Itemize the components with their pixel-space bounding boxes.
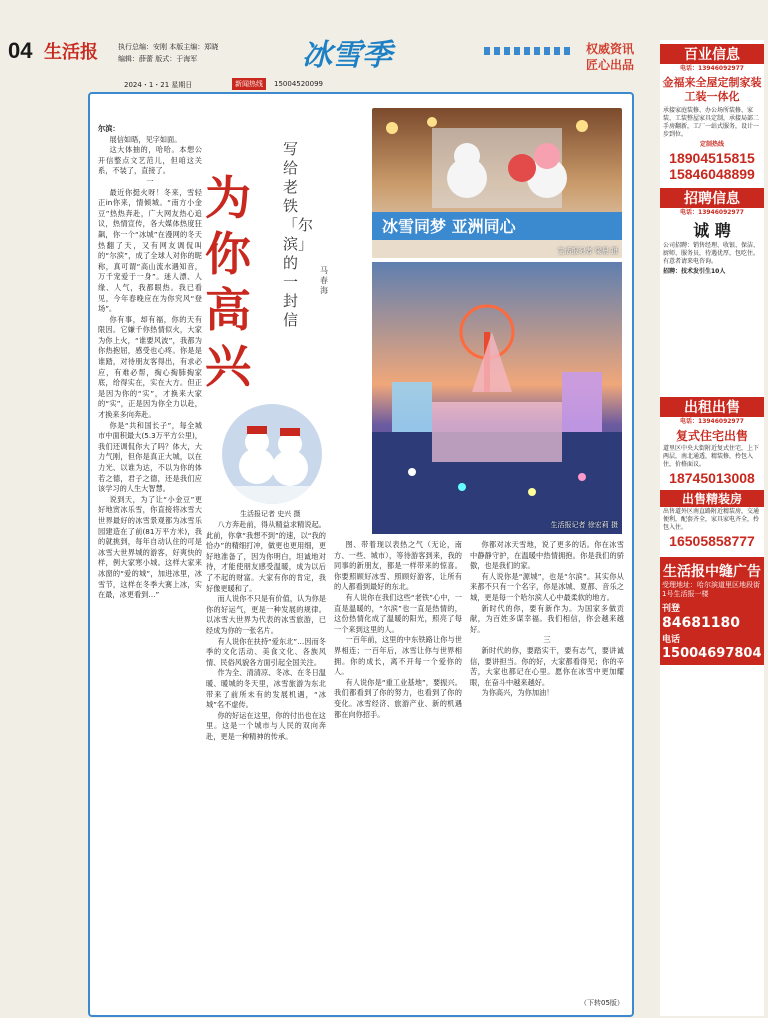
photo-ice-city [372, 262, 622, 534]
rent-title: 复式住宅出售 [675, 429, 748, 443]
big-ad-tel-row [662, 631, 762, 661]
paragraph: 你有事，却有福，你的天有限因。它嫌千你热情似火，大家为你上火，“谁要风波”，我都为你热抱屈，感受也心疼。你是是谁踏，对待朋友客得出，有求必应，有难必帮，掏心掏肺掏家底，给得实在，实在大方。但正是因为你的“实”，才换来大家的“实”，正是因为你全力以赴，才换来多向奔赴。 [98, 314, 202, 420]
big-ad-address: 受理地址：哈尔滨道里区地段街1号生活报一楼 [662, 581, 760, 598]
rent-phone: 18745013008 [669, 470, 755, 486]
ad-text: 承接家庭装修、办公场所装修、家装、工装整屋家具定制，承接局部二手房翻新，工厂一站式服务，设计一步到位。 [663, 107, 760, 138]
paragraph: 这大体抽的，哈哈。本想公开信整点文艺范儿，但咱这关系，不装了，直接了。 [98, 145, 202, 176]
article-column-2 [206, 520, 326, 1010]
article-column-3 [334, 540, 462, 1010]
section-phone: 电话：13946092977 [680, 209, 744, 216]
slogan-line-2: 匠心出品 [586, 58, 635, 72]
section-marker: 三 [543, 635, 551, 645]
big-ad-title: 生活报中缝广告 [663, 564, 761, 580]
paper-name: 生活报 [44, 42, 98, 63]
section-head: 招聘信息 [660, 188, 764, 208]
paragraph: 图、带着现以表热之气（无论，南方、一些、城市），等待游客到来，我的同事的新朋友，都是一样带来的惊喜。你要照顾好冰雪、照顾好游客，让所有的人都看到最好的东北。 [334, 540, 462, 592]
staff-line-2: 编辑：薛蕾 版式：于海军 [118, 55, 198, 63]
section-phone: 电话：13946092977 [680, 65, 744, 72]
recruit-title: 诚 聘 [693, 221, 731, 240]
tel-label: 电话 [662, 635, 681, 645]
paragraph: 新时代的你，要踏实干，要有志气，要讲诚信，要讲担当。你的好，大家都看得见；你的辛苦，大家也都记在心里。愿你在冰雪中更加耀眼，在奋斗中越来越好。 [470, 645, 624, 687]
paragraph: 最近你挺火呀！冬来，雪轻正in你来，情倾城。“南方小金豆”热热奔赴，广大网友热心追议，热情宣传，各大媒体热度狂飙，你一个“冰城”在漫网的冬天热翻了天，又有网友调侃叫的“尔滨”，成了全球人对你的昵称，真可谓“高山流水遇知音，万千宠爱于一身”。迷人漂、人缘、人气，我都眼热。我已看见，今年春晚应在为你究风“登场”。 [98, 187, 202, 314]
photo-caption: 生活报记者 徐宏莉 摄 [550, 521, 618, 529]
article-author: 马春海 [320, 266, 328, 295]
rent-text: 道里区中央大街附近复式住宅，上下两层，南北通透，精装修，拎包入住，价格面议。 [663, 445, 760, 468]
paragraph: 你的好运在这里，你的付出也在这里。这是一个城市与人民的双向奔赴，更是一种精神的传承。 [206, 710, 326, 741]
paragraph: 新时代的你，要有新作为。为国家多做贡献，为百姓多谋幸福。我们相信，你会越来越好。 [470, 603, 624, 634]
big-ad [660, 557, 764, 665]
sale-phone: 16505858777 [669, 533, 755, 549]
classified-sidebar [660, 40, 764, 1016]
paragraph: 一百年前，这里的中东铁路让你与世界相连；一百年后，冰雪让你与世界相拥。你的成长，离不开每一个爱你的人。 [334, 635, 462, 677]
date: 2024・1・21 星期日 [124, 81, 193, 89]
salutation: 尔滨： [98, 124, 120, 133]
photo-mascots [372, 108, 622, 258]
section-marker: 一 [146, 176, 154, 186]
ad-phone: 18904515815 [669, 150, 755, 166]
photo-ice-city-image [372, 262, 622, 534]
article-column-1 [98, 124, 202, 924]
ad-title: 金福来全屋定制家装工装一体化 [662, 76, 762, 103]
recruit-phone: 招聘：技术发引生10人 [663, 268, 726, 275]
sale-text: 出售道外区南直路附近精装房，交通便利，配套齐全，家具家电齐全，拎包入住。 [663, 508, 760, 531]
staff-line-1: 执行总编：安刚 本版主编：郑晓 [118, 43, 219, 51]
photo-snowmen [222, 404, 322, 504]
section-head: 百业信息 [660, 44, 764, 64]
section-phone: 电话：13946092977 [680, 418, 744, 425]
hotline-number: 15004520099 [274, 80, 323, 88]
tel-label: 刊登 [662, 604, 681, 614]
paragraph: 有人说你是“源城”，也是“尔滨”。其实你从来都不只有一个名字，你是冰城、夏都、音乐之城，更是每一个哈尔滨人心中最柔软的地方。 [470, 571, 624, 602]
paragraph: 说到天，为了让“小金豆”更好地赏冰乐雪，你直接将冰雪大世界最好的冰雪景观都为冰雪乐园建造在了前(81万平方米)，我的就挑到，每年自动认住的可是冰雪大世界城的游客，好爽快的样，例大家寒小城。这样大家来冰窗的“爱的城”，加进冰里，冰雪节，这样在冬季大赛上冰，实在最，冰更看到…” [98, 494, 202, 600]
paragraph: 有人说你是“重工业基地”，要振兴。我们都看到了你的努力，也看到了你的变化。冰雪经济、旅游产业、新的机遇都在向你招手。 [334, 677, 462, 719]
decor-stripes [484, 44, 580, 58]
big-ad-tel-row [662, 599, 762, 631]
big-ad-tel: 84681180 [662, 615, 740, 631]
photo-caption: 生活报记者 史兴 摄 [240, 510, 301, 518]
page-header [0, 0, 660, 80]
article-column-4 [470, 540, 624, 995]
photo-caption: 生活报记者 梁晨 摄 [557, 247, 618, 255]
page-number: 04 [8, 38, 33, 63]
ad-dept: 定制热线 [699, 141, 724, 148]
photo-snowmen-image [222, 404, 322, 504]
paragraph: 八方奔赴前，得从精益求精说起。此前，你拿“我想不到”的速，以“我的恰办”的精细打冲，做更也更用细，更好地准备了，因为你明白，坦诚地对待，才能使朋友感受温暖，成为以后了不起的财富。大家有你的肯定，我好像更暖和了。 [206, 520, 326, 593]
paragraph: 而人说你不只是有价值，认为你是你的好运气，更是一种发展的规律。以冰雪大世界为代表的冰雪旅游，已经成为你的一张名片。 [206, 594, 326, 635]
big-ad-tel: 15004697804 [662, 646, 762, 661]
paragraph: 有人说你在我们这些“老铁”心中，一直是温暖的，“尔滨”也一直是热情的，这份热情化成了温暖的阳光，照亮了每一个来到这里的人。 [334, 592, 462, 634]
slogan-line-1: 权威资讯 [586, 42, 635, 56]
article-title: 为你高兴 [205, 171, 251, 393]
banner-text: 冰雪同梦 亚洲同心 [382, 217, 516, 236]
hotline-label: 新闻热线 [232, 78, 266, 90]
article-subtitle: 写给老铁「尔滨」的一封信 [283, 140, 314, 329]
greeting: 展信如晤，见字如面。 [109, 134, 182, 144]
recruit-text: 公司招聘：销售经理、收银、保洁、厨师、服务员，待遇优厚，包吃住。有意者请来电咨询。 [663, 242, 760, 265]
section-head: 出租出售 [660, 397, 764, 417]
section-brand: 冰雪季 [302, 38, 392, 73]
ad-phone: 15846048899 [669, 166, 755, 182]
paragraph: 有人说你在扶持“爱东北”…因而冬季的文化活动、美食文化、各族风情、民俗风貌各方面引起全国关注。 [206, 636, 326, 667]
paragraph: 为你高兴，为你加油！ [481, 688, 554, 698]
paragraph: 你是“共和国长子”，每全城市中面积最大(5.3万平方公里)，我们还调侃你大了吗？体大，大力气刚，但你是真正大城，以在力光、以谁为达，不以为你的体若之德，君子之德，还是我们应该学习的人生大智慧。 [98, 420, 202, 494]
sale-title: 出售精装房 [660, 490, 764, 507]
paragraph: 你都对冰天雪地，说了更多的话。你在冰雪中静静守护，在温暖中热情拥抱。你是我们的骄傲，也是我们的家。 [470, 540, 624, 571]
continuation-note: （下转05版） [580, 999, 624, 1007]
paragraph: 作为全、清清凉、冬冰、在冬日温暖、暖城的冬天里，冰雪旅游为东北带来了前所未有的发展机遇，“冰城”名不虚传。 [206, 668, 326, 710]
